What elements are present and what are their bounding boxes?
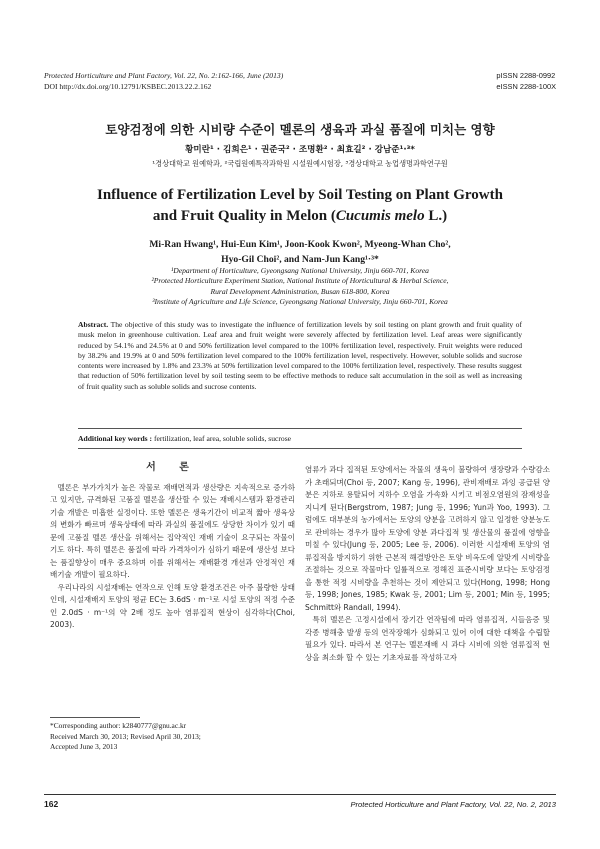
keywords-bottom-rule (78, 448, 522, 449)
abstract-text: The objective of this study was to investigate the influence of fertilization levels by soil testing on plant growth and fruit quality of musk melon in greenhouse cultivation. Leaf area and fruit weight were severely affected by fertilization level. Leaf areas were significantly reduced by 54.1% and 24.5% at 0 and 50% fertilization level compared to the 100% fertilization level, respectively. Fruit weights were reduced by 38.2% and 19.9% at 0 and 50% fertilization level compared to the 100% fertilization level, respectively. However, soluble solids and sucrose contents were increased by 1.8% and 23.3% at 50% fertilization level compared to the 100% fertilization level, respectively. These results suggest that reduction of 50% fertilization level by soil testing seem to be effective methods to reduce salt accumulation in the soil as well as increasing of fruit quality such as soluble solids and sucrose contents. (78, 320, 522, 391)
affiliation-2a: ²Protected Horticulture Experiment Station, National Institute of Horticultural & Herbal Science, (151, 276, 449, 286)
journal-line: Protected Horticulture and Plant Factory, Vol. 22, No. 2:162-166, June (2013) (44, 71, 284, 80)
paragraph: 우리나라의 시설재배는 연작으로 인해 토양 환경조건은 아주 불량한 상태인데, 시설재배지 토양의 평균 EC는 3.6dS · m⁻¹로 시설 토양의 적정 수준인 2.0dS · m⁻¹의 약 2배 정도 높아 염류집적 현상이 심각하다(Choi, 2003). (50, 582, 295, 629)
doi-line[interactable]: DOI http://dx.doi.org/10.12791/KSBEC.2013.22.2.162 (44, 82, 212, 91)
authors-line-1: Mi-Ran Hwang¹, Hui-Eun Kim¹, Joon-Kook Kwon², Myeong-Whan Cho², (149, 239, 451, 250)
pissn: pISSN 2288-0992 (496, 71, 556, 80)
received-dates: Received March 30, 2013; Revised April 30, 2013; (50, 731, 201, 741)
korean-authors: 황미란¹ · 김희은¹ · 권준국² · 조명환² · 최효길² · 강남준¹·³* (185, 145, 415, 155)
authors-line-2: Hyo-Gil Choi², and Nam-Jun Kang¹·³* (221, 254, 379, 265)
footer-rule (44, 794, 556, 795)
affiliation-1: ¹Department of Horticulture, Gyeongsang National University, Jinju 660-701, Korea (171, 266, 429, 275)
corresponding-author: *Corresponding author: k2840777@gnu.ac.kr (50, 721, 187, 730)
body-column-left (50, 462, 295, 632)
accepted-date: Accepted June 3, 2013 (50, 742, 118, 751)
footnote-rule (50, 717, 140, 718)
running-header (44, 70, 556, 94)
abstract-label: Abstract. (78, 320, 109, 329)
affiliation-3: ³Institute of Agriculture and Life Science, Gyeongsang National University, Jinju 660-701, Korea (152, 297, 448, 307)
korean-affiliations: ¹경상대학교 원예학과, ²국립원예특작과학원 시설원예시험장, ³경상대학교 농업생명과학연구원 (152, 159, 448, 168)
body-column-right (305, 464, 550, 664)
footnote (50, 721, 295, 753)
keywords (78, 434, 522, 443)
title-line-2 (40, 206, 560, 227)
species-name: Cucumis melo (335, 208, 425, 224)
page-number: 162 (44, 799, 59, 809)
affiliation-2b: Rural Development Administration, Busan 618-800, Korea (210, 286, 390, 296)
korean-title: 토양검정에 의한 시비량 수준이 멜론의 생육과 과실 품질에 미치는 영향 (105, 122, 495, 137)
paragraph: 염류가 과다 집적된 토양에서는 작물의 생육이 불량하여 생장량과 수량감소가 초래되며(Choi 등, 2007; Kang 등, 1996), 관비재배로 과잉 공급된 양분은 지하로 용탈되어 지하수 오염을 가속화 시키고 비점오염원의 잠재성을 지니게 된다(Bergstrom, 1987; Jung 등, 1996; Yun과 Yoo, 1993). 그럼에도 대부분의 농가에서는 토양의 양분을 고려하지 않고 일정한 양분농도로 관비하는 경우가 많아 토양에 양분 과다집적 및 생산물의 품질에 영향을 미칠 수 있다(Jung 등, 2005; Lee 등, 2006). 이러한 시설재배 토양의 염류집적을 방지하기 위한 근본적 해결방안은 토양 비옥도에 알맞게 시비량을 조절하는 것으로 작물마다 일률적으로 정해진 표준시비량 보다는 토양검정을 통한 적정 시비량을 추천하는 것이 제안되고 있다(Hong, 1998; Hong 등, 1998; Jones, 1985; Kwak 등, 2001; Lim 등, 2001; Min 등, 1995; Schmitt와 Randall, 1994). (305, 465, 550, 612)
english-affiliations (40, 266, 560, 308)
abstract (78, 320, 522, 392)
keywords-label: Additional key words : (78, 434, 153, 443)
journal-citation (44, 70, 283, 92)
section-heading: 서 론 (146, 462, 199, 473)
keywords-top-rule (78, 428, 522, 429)
paragraph: 멜론은 부가가치가 높은 작물로 재배면적과 생산량은 지속적으로 증가하고 있지만, 규격화된 고품질 멜론을 생산할 수 있는 재배시스템과 환경관리 기술 개발은 미흡한 실정이다. 또한 멜론은 생육기간이 비교적 짧아 생육상의 변화가 빠르며 생육상태에 따라 과실의 품질에도 상당한 차이가 있기 때문에 고품질 멜론 생산을 위해서는 집약적인 재배 기술이 요구되는 작물이기도 하다. 특히 멜론은 품질에 따라 가격차이가 심하기 때문에 생산성 보다는 품질향상이 매우 중요하며 이를 위해서는 재배환경 개선과 안정적인 재배기술 개발이 필요하다. (50, 482, 295, 579)
title-line-2-post: L.) (424, 208, 448, 224)
title-line-1: Influence of Fertilization Level by Soil Testing on Plant Growth (97, 187, 503, 203)
english-authors (40, 237, 560, 267)
eissn: eISSN 2288-100X (496, 82, 556, 91)
footer-journal: Protected Horticulture and Plant Factory, Vol. 22, No. 2, 2013 (350, 800, 556, 809)
keywords-text: fertilization, leaf area, soluble solids, sucrose (153, 434, 292, 443)
english-title (40, 185, 560, 227)
title-line-2-pre: and Fruit Quality in Melon ( (152, 208, 336, 224)
paragraph: 특히 멜론은 고정시설에서 장기간 연작됨에 따라 염류집적, 시들음증 및 각종 병해충 발생 등의 연작장해가 심화되고 있어 이에 대한 대책을 수립할 필요가 있다. 따라서 본 연구는 멜론재배 시 과다 시비에 의한 염류집적 현상을 최소화 할 수 있는 기초자료를 작성하고자 (305, 615, 550, 662)
issn-block (496, 70, 556, 92)
